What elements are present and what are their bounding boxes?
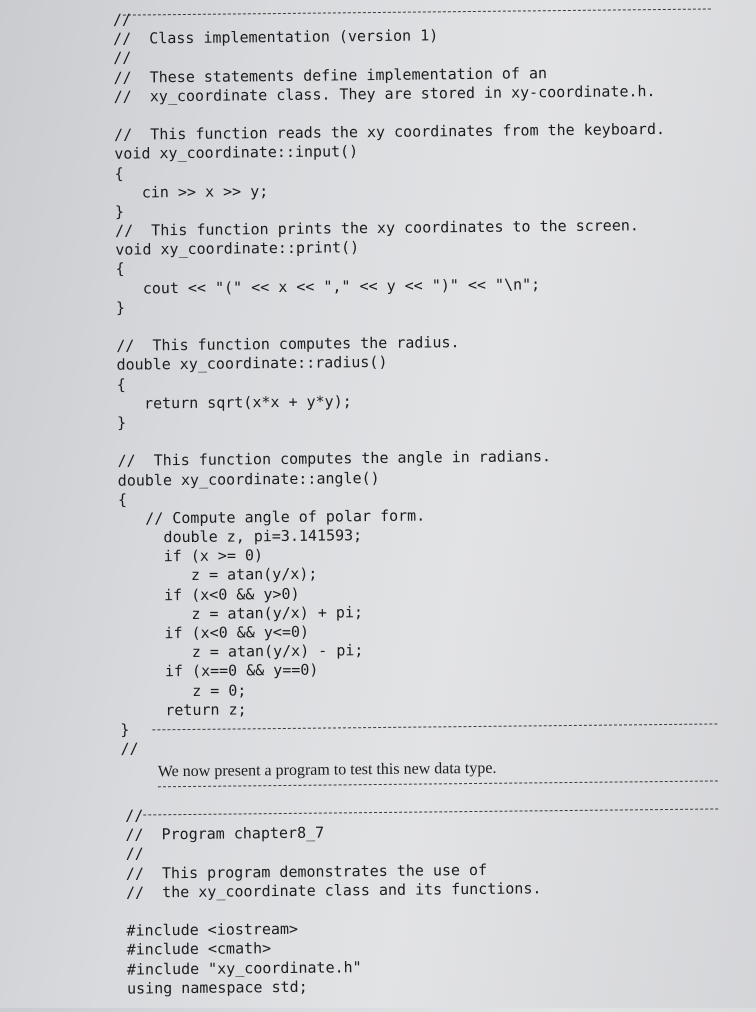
code-line: return sqrt(x*x + y*y); — [116, 392, 352, 413]
code-line: } — [115, 298, 126, 317]
code-line: // Class implementation (version 1) — [113, 26, 439, 48]
code-line: } — [117, 413, 127, 432]
code-line: // This function prints the xy coordinates to the screen. — [115, 216, 639, 240]
body-text: We now present a program to test this new data type. — [157, 759, 497, 781]
code-line: using namespace std; — [126, 977, 308, 998]
code-line: double z, pi=3.141593; — [118, 526, 363, 547]
code-line: { — [117, 490, 128, 509]
code-line: // — [120, 739, 139, 758]
code-line: { — [115, 260, 125, 279]
code-line: z = 0; — [119, 680, 247, 701]
code-line: #include "xy_coordinate.h" — [126, 957, 362, 979]
code-line: // This function computes the radius. — [116, 333, 460, 355]
code-line: // the xy_coordinate class and its functions. — [125, 879, 542, 902]
code-line: // xy_coordinate class. They are stored in xy-coordinate.h. — [113, 81, 656, 106]
code-line: // Program chapter8_7 — [125, 823, 325, 844]
prose-dashed-rule — [158, 780, 718, 787]
code-line: // Compute angle of polar form. — [118, 506, 426, 528]
code-line: z = atan(y/x) - pi; — [119, 641, 364, 662]
code-line: cout << "(" << x << "," << y << ")" << "\n"; — [115, 274, 541, 298]
code-line: void xy_coordinate::input() — [114, 142, 359, 164]
code-line: #include <iostream> — [126, 919, 299, 940]
class-implementation-code — [113, 5, 672, 759]
code-line: void xy_coordinate::print() — [115, 238, 360, 259]
code-line: return z; — [120, 700, 247, 720]
code-line: double xy_coordinate::radius() — [116, 353, 388, 375]
code-line: // This function reads the xy coordinates from the keyboard. — [114, 120, 666, 144]
code-line: if (x >= 0) — [118, 546, 264, 566]
code-line: // — [112, 10, 132, 29]
code-line: } — [114, 202, 125, 221]
code-line: cin >> x >> y; — [114, 181, 269, 202]
code-line: // This program demonstrates the use of — [125, 860, 488, 883]
code-line: z = atan(y/x); — [118, 565, 318, 586]
code-line: #include <cmath> — [126, 939, 272, 959]
code-line: // — [113, 48, 132, 68]
code-line: // This function computes the angle in radians. — [117, 447, 552, 471]
code-line: if (x<0 && y>0) — [118, 584, 300, 605]
code-line: } — [120, 720, 130, 739]
code-line: // These statements define implementation of an — [113, 63, 548, 87]
code-line: { — [116, 375, 126, 394]
code-line: double xy_coordinate::angle() — [117, 468, 380, 490]
code-line: if (x<0 && y<=0) — [119, 622, 310, 643]
code-line: // — [125, 844, 144, 864]
code-line: { — [114, 164, 124, 183]
code-line: // — [125, 806, 144, 825]
code-line: if (x==0 && y==0) — [119, 661, 319, 682]
program-header-code — [125, 802, 542, 998]
code-line: z = atan(y/x) + pi; — [119, 602, 364, 624]
